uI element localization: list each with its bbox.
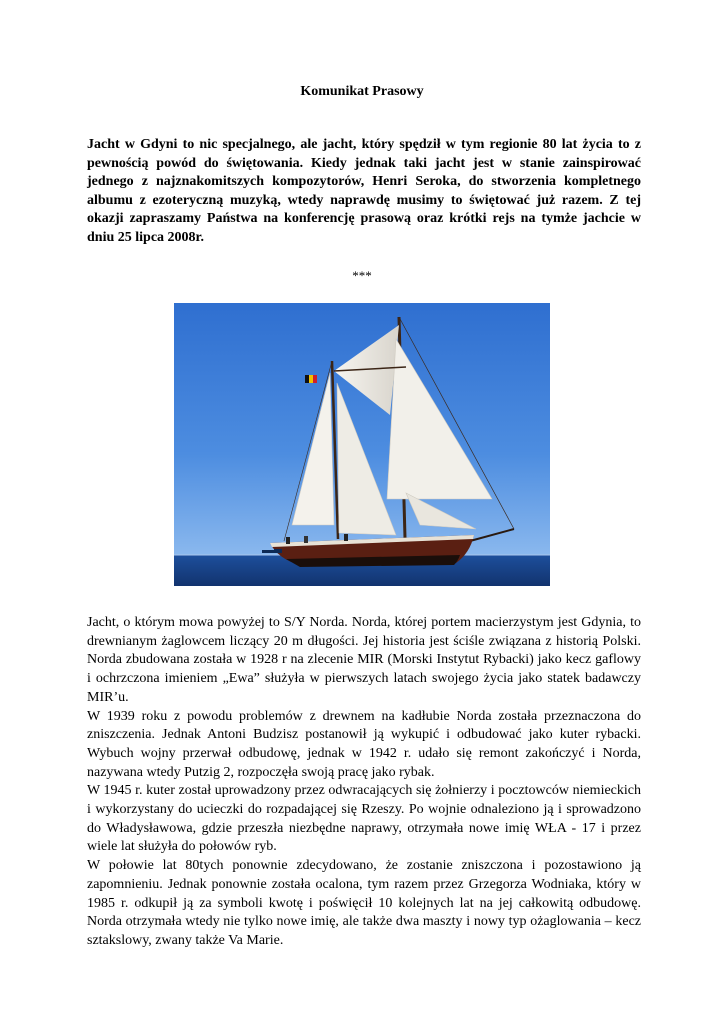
flag: [305, 375, 309, 383]
body-text: [87, 614, 641, 951]
body-paragraph: Jacht, o którym mowa powyżej to S/Y Norda. Norda, której portem macierzystym jest Gdynia, to drewnianym żaglowcem liczący 20 m długości. Jej historia jest ściśle związana z historią Polski. Norda zbudowana została w 1928 r na zlecenie MIR (Morski Instytut Rybacki) jako kecz gaflowy i ochrzczona imieniem „Ewa” służyła w pierwszych latach swojego życia jako statek badawczy MIR’u.: [87, 615, 641, 705]
section-separator: ***: [352, 268, 372, 283]
body-paragraph: W połowie lat 80tych ponownie zdecydowano, że zostanie zniszczona i pozostawiono ją zapomnieniu. Jednak ponownie została ocalona, tym razem przez Grzegorza Wodniaka, który w 1985 r. odkupił ją za symboli kwotę i poświęcił 10 kolejnych lat na jej całkowitą odbudowę. Norda otrzymała wtedy nie tylko nowe imię, ale także dwa maszty i nowy typ ożaglowania – kecz sztakslowy, zwany także Va Marie.: [87, 858, 641, 948]
body-paragraph: W 1939 roku z powodu problemów z drewnem na kadłubie Norda została przeznaczona do zniszczenia. Jednak Antoni Budzisz postanowił ją wykupić i odbudować jako kuter rybacki. Wybuch wojny przerwał odbudowę, jednak w 1942 r. udało się remont zakończyć i Norda, nazywana wtedy Putzig 2, rozpoczęła swoją pracę jako rybak.: [87, 708, 641, 780]
body-paragraph: W 1945 r. kuter został uprowadzony przez odwracających się żołnierzy i pocztowców niemieckich i wykorzystany do ucieczki do rozpadającej się Rzeszy. Po wojnie odnaleziono ją i sprowadzono do Władysławowa, gdzie przeszła niezbędne naprawy, otrzymała nowe imię WŁA - 17 i przez wiele lat służyła do połowów ryb.: [87, 783, 641, 855]
sailing-ship-photo: [174, 303, 550, 586]
intro-paragraph: Jacht w Gdyni to nic specjalnego, ale jacht, który spędził w tym regionie 80 lat życia to z pewnością powód do świętowania. Kiedy jednak taki jacht jest w stanie zainspirować jednego z najznakomitszych kompozytorów, Henri Seroka, do stworzenia kompletnego albumu z ezoteryczną muzyką, wtedy naprawdę musimy to świętować już razem. Z tej okazji zapraszamy Państwa na konferencję prasową oraz krótki rejs na tymże jachcie w dniu 25 lipca 2008r.: [87, 137, 641, 245]
page-title: Komunikat Prasowy: [300, 84, 424, 99]
